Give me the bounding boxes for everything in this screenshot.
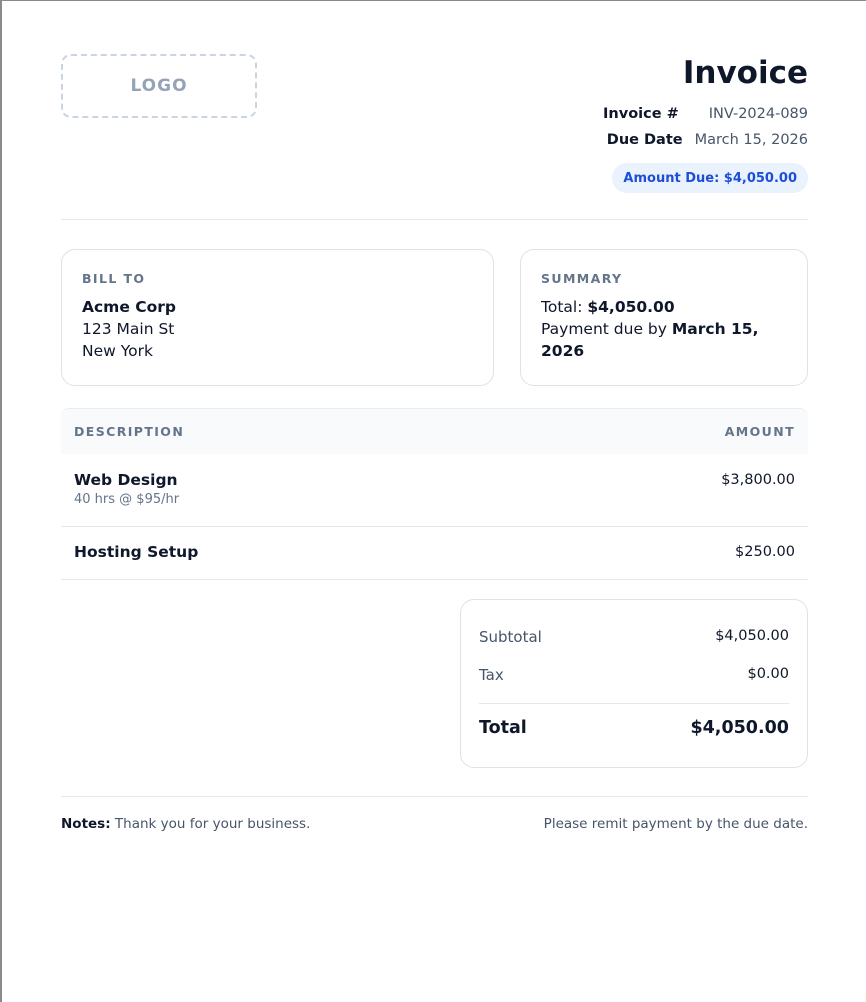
notes — [61, 816, 310, 832]
items-table-header — [61, 408, 808, 454]
summary-due-value: March 15, 2026 — [541, 320, 759, 360]
item-description: Web Design — [74, 471, 178, 489]
total-value: $4,050.00 — [690, 718, 789, 738]
bill-to-address-line1: 123 Main St — [82, 320, 175, 338]
summary-total-prefix: Total: — [541, 298, 588, 316]
due-date-label: Due Date — [606, 132, 683, 148]
remit-note: Please remit payment by the due date. — [543, 816, 808, 832]
summary-due-line — [541, 318, 787, 362]
total-label: Total — [479, 718, 527, 738]
table-row — [61, 527, 808, 580]
summary-card — [520, 249, 808, 386]
item-description: Hosting Setup — [74, 543, 199, 561]
totals-box — [460, 599, 808, 768]
due-date-row — [607, 132, 808, 148]
summary-label: SUMMARY — [541, 271, 623, 286]
invoice-number-label: Invoice # — [603, 106, 679, 122]
subtotal-label: Subtotal — [479, 628, 542, 646]
column-header-description: DESCRIPTION — [74, 424, 185, 439]
bill-to-name: Acme Corp — [82, 298, 177, 316]
bill-to-card — [61, 249, 494, 386]
column-header-amount: AMOUNT — [724, 424, 795, 439]
invoice-number-value: INV-2024-089 — [708, 106, 808, 122]
tax-label: Tax — [479, 666, 504, 684]
invoice-title: Invoice — [682, 55, 808, 91]
header-divider — [61, 219, 808, 220]
amount-due-badge: Amount Due: $4,050.00 — [612, 163, 808, 193]
invoice-number-row — [603, 106, 808, 122]
bill-to-address-line2: New York — [82, 342, 153, 360]
total-row — [479, 718, 789, 738]
notes-label: Notes: — [61, 816, 111, 832]
logo-text: LOGO — [130, 76, 188, 96]
summary-total-line — [541, 296, 787, 318]
totals-divider — [479, 703, 789, 704]
subtotal-row — [479, 628, 789, 646]
logo-placeholder — [61, 54, 257, 118]
tax-value: $0.00 — [747, 666, 789, 682]
item-detail: 40 hrs @ $95/hr — [74, 492, 180, 507]
item-amount: $250.00 — [735, 544, 795, 560]
tax-row — [479, 666, 789, 684]
footer-divider — [61, 796, 808, 797]
bill-to-label: BILL TO — [82, 271, 146, 286]
summary-total-value: $4,050.00 — [587, 298, 675, 316]
table-row — [61, 454, 808, 527]
summary-due-prefix: Payment due by — [541, 320, 672, 338]
due-date-value: March 15, 2026 — [694, 132, 808, 148]
notes-text: Thank you for your business. — [110, 816, 311, 832]
subtotal-value: $4,050.00 — [715, 628, 789, 644]
item-amount: $3,800.00 — [721, 472, 795, 488]
